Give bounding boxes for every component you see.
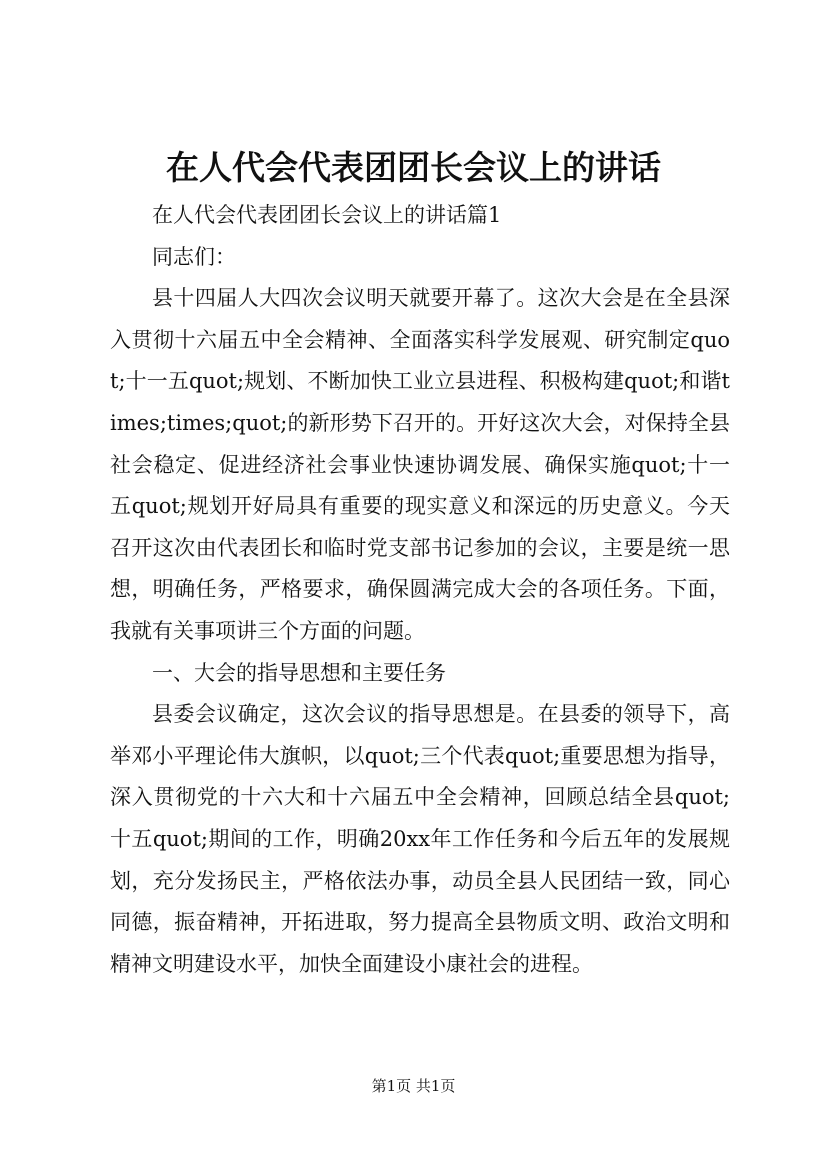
page-number: 第1页 共1页 [371,1077,456,1095]
body-paragraph: 县委会议确定，这次会议的指导思想是。在县委的领导下，高举邓小平理论伟大旗帜，以quot;三个代表quot;重要思想为指导，深入贯彻党的十六大和十六届五中全会精神，回顾总结全县quot;十五quot;期间的工作，明确20xx年工作任务和今后五年的发展规划，充分发扬民主，严格依法办事，动员全县人民团结一致，同心同德，振奋精神，开拓进取，努力提高全县物质文明、政治文明和精神文明建设水平，加快全面建设小康社会的进程。 [110,702,730,976]
document-title: 在人代会代表团团长会议上的讲话 [166,148,661,187]
document-body [110,195,730,985]
salutation: 同志们： [152,244,236,269]
section-heading: 一、大会的指导思想和主要任务 [152,660,446,685]
body-paragraph: 县十四届人大四次会议明天就要开幕了。这次大会是在全县深入贯彻十六届五中全会精神、全面落实科学发展观、研究制定quot;十一五quot;规划、不断加快工业立县进程、积极构建quot;和谐times;times;quot;的新形势下召开的。开好这次大会，对保持全县社会稳定、促进经济社会事业快速协调发展、确保实施quot;十一五quot;规划开好局具有重要的现实意义和深远的历史意义。今天召开这次由代表团长和临时党支部书记参加的会议，主要是统一思想，明确任务，严格要求，确保圆满完成大会的各项任务。下面，我就有关事项讲三个方面的问题。 [110,286,730,643]
document-subtitle: 在人代会代表团团长会议上的讲话篇1 [152,203,502,227]
